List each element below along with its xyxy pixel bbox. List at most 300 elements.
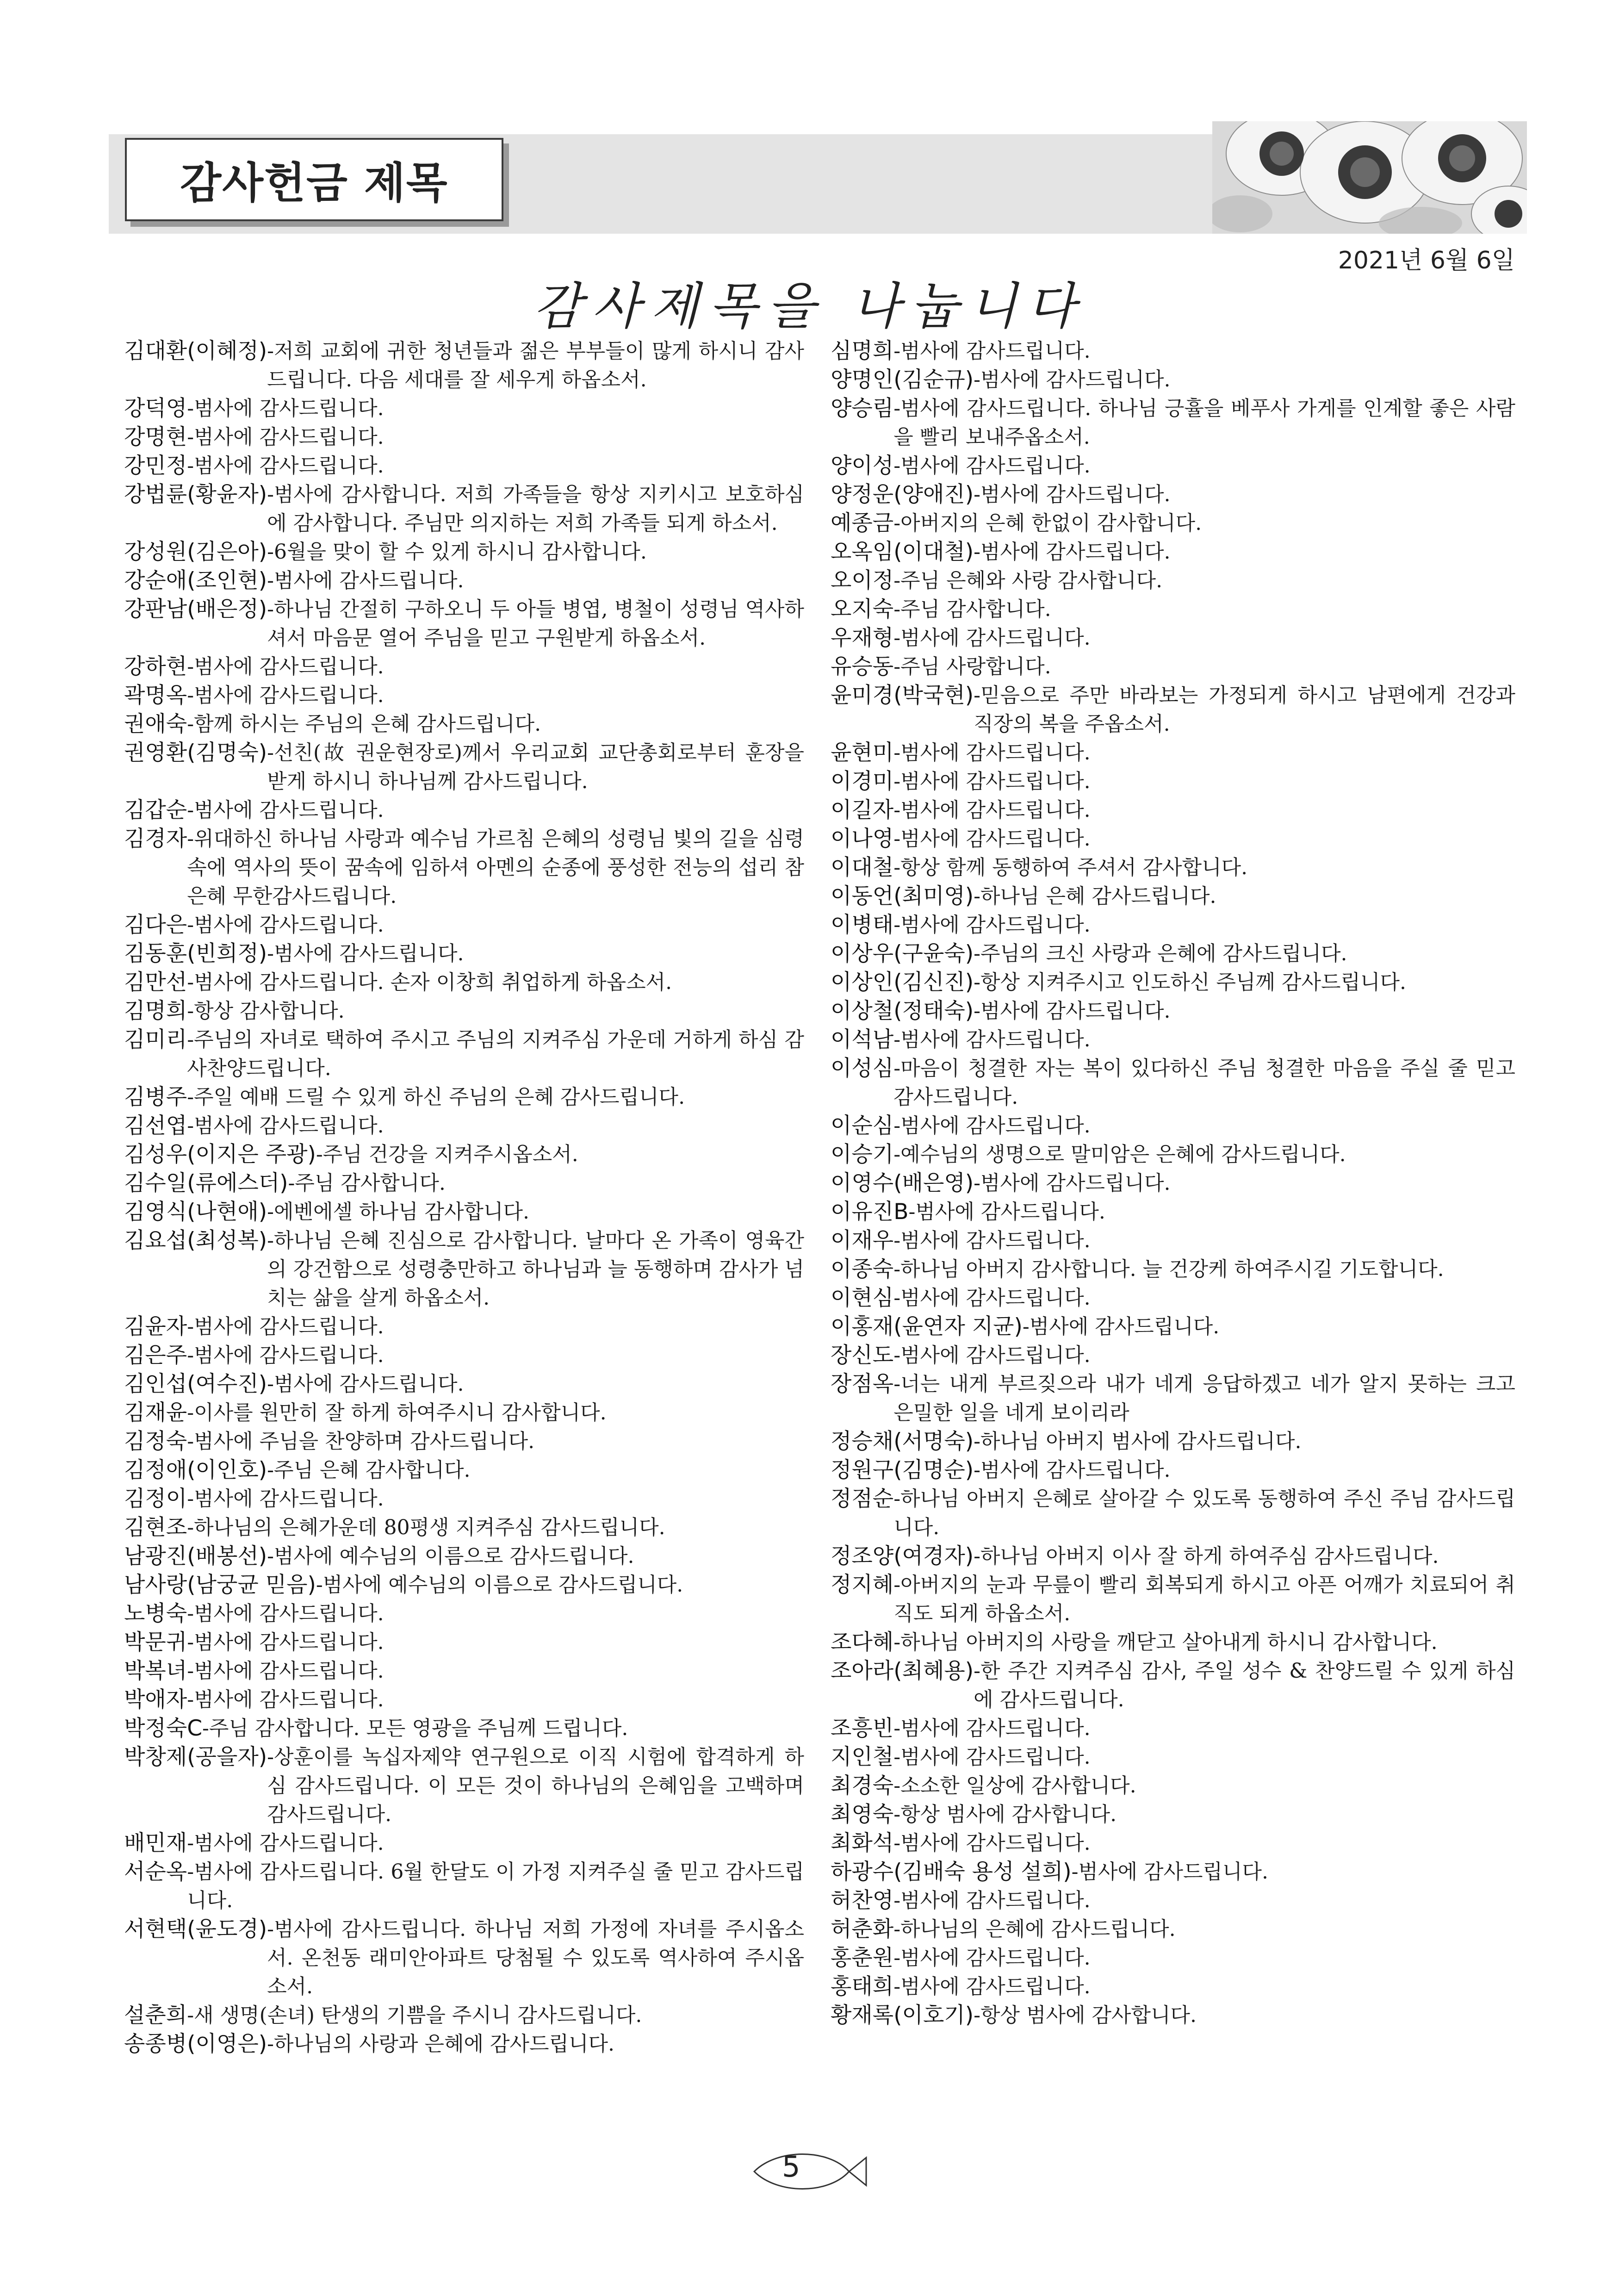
entry-name: 이동언(최미영) xyxy=(831,884,974,909)
prayer-entry xyxy=(124,1169,804,1198)
entry-text: -하나님 아버지 은혜로 살아갈 수 있도록 동행하여 주신 주님 감사드립니다. xyxy=(893,1487,1515,1539)
prayer-entry xyxy=(831,1255,1515,1284)
prayer-entry xyxy=(831,739,1515,767)
prayer-entry xyxy=(124,452,804,480)
entry-name: 최영숙 xyxy=(831,1802,894,1827)
entry-name: 조흥빈 xyxy=(831,1716,894,1741)
prayer-entry xyxy=(124,1858,804,1915)
prayer-entry xyxy=(831,1657,1515,1714)
entry-text: -범사에 감사드립니다. xyxy=(187,454,384,478)
entry-name: 김미리 xyxy=(124,1027,187,1052)
prayer-entry xyxy=(831,566,1515,595)
entry-name: 김정애(이인호) xyxy=(124,1457,267,1483)
prayer-entry xyxy=(124,1915,804,2001)
entry-text: -위대하신 하나님 사랑과 예수님 가르침 은혜의 성령님 빛의 길을 심령속에 역사의 뜻이 꿈속에 임하셔 아멘의 순종에 풍성한 전능의 섭리 참은혜 무한감사드립니다. xyxy=(187,827,804,908)
prayer-entry xyxy=(124,1686,804,1714)
entry-name: 김경자 xyxy=(124,826,187,852)
entry-name: 강성원(김은아) xyxy=(124,539,267,565)
entry-text: -범사에 감사드립니다. xyxy=(267,1372,464,1396)
prayer-entry xyxy=(124,1198,804,1226)
entry-text: -상훈이를 녹십자제약 연구원으로 이직 시험에 합격하게 하심 감사드립니다. 이 모든 것이 하나님의 은혜임을 고백하며 감사드립니다. xyxy=(267,1745,804,1826)
entry-name: 배민재 xyxy=(124,1830,187,1856)
entry-text: -하나님의 은혜가운데 80평생 지켜주심 감사드립니다. xyxy=(187,1516,665,1539)
entry-name: 김재윤 xyxy=(124,1400,187,1425)
prayer-entry xyxy=(124,2030,804,2059)
prayer-entry xyxy=(831,1341,1515,1370)
entry-name: 권영환(김명숙) xyxy=(124,740,267,765)
entry-name: 황재록(이호기) xyxy=(831,2003,974,2028)
entry-text: -범사에 예수님의 이름으로 감사드립니다. xyxy=(316,1573,683,1597)
entry-name: 장점옥 xyxy=(831,1371,894,1397)
prayer-entry xyxy=(831,767,1515,796)
entry-text: -범사에 감사드립니다. xyxy=(893,827,1091,851)
entry-text: -범사에 감사드립니다. xyxy=(187,684,384,707)
prayer-entry xyxy=(124,1341,804,1370)
prayer-entry xyxy=(124,1083,804,1112)
entry-text: -저희 교회에 귀한 청년들과 젊은 부부들이 많게 하시니 감사드립니다. 다음 세대를 잘 세우게 하옵소서. xyxy=(267,339,804,392)
prayer-entry xyxy=(831,1112,1515,1140)
prayer-entry xyxy=(124,968,804,997)
entry-text: -범사에 감사드립니다. xyxy=(893,1717,1091,1740)
entry-text: -범사에 감사드립니다. xyxy=(893,1975,1091,1998)
prayer-entry xyxy=(831,853,1515,882)
prayer-entry xyxy=(831,1542,1515,1571)
entry-text: -주님 은혜 감사합니다. xyxy=(267,1458,471,1482)
entry-text: -범사에 감사드립니다. xyxy=(1022,1315,1220,1338)
prayer-entry xyxy=(831,538,1515,566)
prayer-entry xyxy=(831,997,1515,1026)
entry-name: 정지혜 xyxy=(831,1572,894,1598)
entry-name: 조아라(최혜용) xyxy=(831,1658,974,1684)
entry-name: 홍태희 xyxy=(831,1974,894,1999)
entry-name: 정조양(여경자) xyxy=(831,1543,974,1569)
entry-text: -하나님 간절히 구하오니 두 아들 병엽, 병철이 성령님 역사하셔서 마음문 열어 주님을 믿고 구원받게 하옵소서. xyxy=(267,597,804,650)
prayer-entry xyxy=(124,1026,804,1083)
entry-name: 하광수(김배숙 용성 설희) xyxy=(831,1859,1072,1885)
entry-text: -범사에 감사드립니다. xyxy=(187,655,384,678)
prayer-entry xyxy=(124,940,804,968)
entry-name: 노병숙 xyxy=(124,1601,187,1626)
prayer-entry xyxy=(831,480,1515,509)
prayer-entry xyxy=(831,1772,1515,1800)
entry-name: 우재형 xyxy=(831,625,894,651)
sunflower-image xyxy=(1212,121,1527,234)
entry-text: -범사에 감사드립니다. xyxy=(974,540,1171,564)
prayer-entry xyxy=(831,653,1515,681)
entry-text: -범사에 감사드립니다. xyxy=(1071,1860,1268,1884)
prayer-entry xyxy=(124,337,804,394)
entry-text: -범사에 감사드립니다. xyxy=(187,1487,384,1511)
entry-name: 김윤자 xyxy=(124,1314,187,1339)
prayer-entry xyxy=(831,1858,1515,1886)
entry-text: -주님 은혜와 사랑 감사합니다. xyxy=(893,569,1163,592)
entry-text: -주님의 크신 사랑과 은혜에 감사드립니다. xyxy=(974,942,1347,965)
entry-name: 이유진B xyxy=(831,1199,909,1225)
entry-text: -범사에 감사드립니다. xyxy=(187,1315,384,1338)
prayer-entry xyxy=(124,739,804,796)
entry-text: -하나님 은혜 진심으로 감사합니다. 날마다 온 가족이 영육간의 강건함으로 성령충만하고 하나님과 늘 동행하며 감사가 넘치는 삶을 살게 하옵소서. xyxy=(267,1229,804,1310)
prayer-entry xyxy=(831,452,1515,480)
entry-name: 권애숙 xyxy=(124,711,187,737)
entry-name: 서현택(윤도경) xyxy=(124,1916,267,1942)
entry-name: 김은주 xyxy=(124,1343,187,1368)
entry-text: -범사에 감사드립니다. xyxy=(187,1688,384,1711)
entry-text: -하나님 아버지 감사합니다. 늘 건강케 하여주시길 기도합니다. xyxy=(893,1257,1444,1281)
prayer-entry xyxy=(124,681,804,710)
entry-text: -소소한 일상에 감사합니다. xyxy=(893,1774,1136,1798)
prayer-entry xyxy=(831,337,1515,366)
entry-name: 송종병(이영은) xyxy=(124,2031,267,2057)
prayer-entry xyxy=(124,1542,804,1571)
page-number: 5 xyxy=(782,2150,800,2184)
entry-name: 예종금 xyxy=(831,510,894,536)
prayer-entry xyxy=(124,1829,804,1858)
prayer-entry xyxy=(124,1485,804,1513)
entry-text: -하나님의 사랑과 은혜에 감사드립니다. xyxy=(267,2032,614,2056)
entry-name: 윤현미 xyxy=(831,740,894,765)
entry-name: 김수일(류에스더) xyxy=(124,1170,288,1196)
entry-name: 허춘화 xyxy=(831,1916,894,1942)
entry-text: -범사에 감사드립니다. xyxy=(893,770,1091,793)
entry-text: -범사에 감사드립니다. xyxy=(187,1344,384,1367)
entry-name: 박창제(공을자) xyxy=(124,1744,267,1770)
entry-text: -6월을 맞이 할 수 있게 하시니 감사합니다. xyxy=(267,540,647,564)
entry-name: 김선엽 xyxy=(124,1113,187,1139)
entry-text: -범사에 감사드립니다. xyxy=(187,1630,384,1654)
entry-name: 박정숙C xyxy=(124,1716,203,1741)
entry-name: 이경미 xyxy=(831,769,894,794)
entry-text: -새 생명(손녀) 탄생의 기쁨을 주시니 감사드립니다. xyxy=(187,2004,642,2027)
right-column xyxy=(831,337,1515,2030)
entry-text: -범사에 감사드립니다. xyxy=(187,798,384,822)
entry-text: -범사에 감사드립니다. xyxy=(187,913,384,937)
entry-name: 윤미경(박국현) xyxy=(831,683,974,708)
prayer-entry xyxy=(831,1313,1515,1341)
entry-text: -범사에 감사드립니다. xyxy=(893,1114,1091,1138)
prayer-entry xyxy=(124,595,804,653)
section-title-box xyxy=(125,138,503,221)
entry-name: 이나영 xyxy=(831,826,894,852)
entry-text: -범사에 감사합니다. 저희 가족들을 항상 지키시고 보호하심에 감사합니다. 주님만 의지하는 저희 가족들 되게 하소서. xyxy=(267,483,804,535)
entry-text: -범사에 감사드립니다. xyxy=(974,1171,1171,1195)
entry-name: 오지숙 xyxy=(831,597,894,622)
entry-name: 정승채(서명숙) xyxy=(831,1429,974,1454)
entry-name: 정점순 xyxy=(831,1486,894,1512)
entry-name: 양승림 xyxy=(831,396,894,421)
entry-name: 이대철 xyxy=(831,855,894,880)
entry-text: -범사에 감사드립니다. xyxy=(187,425,384,449)
entry-text: -범사에 감사드립니다. 손자 이창희 취업하게 하옵소서. xyxy=(187,971,672,994)
entry-text: -범사에 감사드립니다. xyxy=(974,483,1171,506)
prayer-entry xyxy=(124,1399,804,1427)
entry-name: 이상우(구윤숙) xyxy=(831,941,974,966)
entry-name: 이석남 xyxy=(831,1027,894,1052)
left-column xyxy=(124,337,804,2059)
prayer-entry xyxy=(831,1427,1515,1456)
entry-text: -범사에 감사드립니다. xyxy=(187,1831,384,1855)
entry-text: -항상 범사에 감사합니다. xyxy=(974,2004,1197,2027)
entry-text: -범사에 감사드립니다. 6월 한달도 이 가정 지켜주실 줄 믿고 감사드립니다. xyxy=(187,1860,804,1912)
prayer-entry xyxy=(831,1370,1515,1427)
prayer-entry xyxy=(831,1886,1515,1915)
prayer-entry xyxy=(831,1485,1515,1542)
prayer-entry xyxy=(124,1226,804,1313)
prayer-entry xyxy=(831,911,1515,940)
entry-text: -범사에 감사드립니다. xyxy=(267,569,464,592)
section-title: 감사헌금 제목 xyxy=(180,158,448,208)
entry-name: 이병태 xyxy=(831,912,894,938)
entry-name: 이상인(김신진) xyxy=(831,970,974,995)
entry-name: 최화석 xyxy=(831,1830,894,1856)
entry-text: -한 주간 지켜주심 감사, 주일 성수 & 찬양드릴 수 있게 하심에 감사드립니다. xyxy=(974,1659,1516,1711)
entry-name: 허찬영 xyxy=(831,1888,894,1913)
entry-text: -범사에 감사드립니다. xyxy=(187,1602,384,1625)
entry-name: 이순심 xyxy=(831,1113,894,1139)
prayer-entry xyxy=(831,1972,1515,2001)
entry-text: -범사에 감사드립니다. xyxy=(267,942,464,965)
prayer-entry xyxy=(831,825,1515,853)
entry-text: -주님 건강을 지켜주시옵소서. xyxy=(316,1143,578,1166)
entry-name: 이종숙 xyxy=(831,1257,894,1282)
prayer-entry xyxy=(831,1456,1515,1485)
entry-name: 오옥임(이대철) xyxy=(831,539,974,565)
entry-text: -범사에 감사드립니다. xyxy=(908,1200,1105,1224)
prayer-entry xyxy=(831,1198,1515,1226)
entry-text: -범사에 감사드립니다. xyxy=(893,913,1091,937)
prayer-entry xyxy=(124,394,804,423)
prayer-entry xyxy=(831,624,1515,653)
entry-text: -범사에 감사드립니다. 하나님 긍휼을 베푸사 가게를 인계할 좋은 사람을 빨리 보내주옵소서. xyxy=(893,397,1515,449)
entry-name: 유승동 xyxy=(831,654,894,679)
entry-name: 박애자 xyxy=(124,1687,187,1712)
prayer-entry xyxy=(831,968,1515,997)
entry-name: 남사랑(남궁균 믿음) xyxy=(124,1572,316,1598)
entry-name: 이현심 xyxy=(831,1285,894,1311)
entry-name: 장신도 xyxy=(831,1343,894,1368)
entry-text: -범사에 주님을 찬양하며 감사드립니다. xyxy=(187,1430,535,1453)
prayer-entry xyxy=(124,566,804,595)
entry-text: -범사에 감사드립니다. xyxy=(893,1028,1091,1052)
entry-text: -하나님의 은혜에 감사드립니다. xyxy=(893,1917,1176,1941)
prayer-entry xyxy=(124,480,804,538)
entry-text: -범사에 감사드립니다. xyxy=(893,1344,1091,1367)
entry-name: 김성우(이지은 주광) xyxy=(124,1142,316,1167)
prayer-entry xyxy=(831,1140,1515,1169)
entry-text: -항상 함께 동행하여 주셔서 감사합니다. xyxy=(893,856,1248,879)
prayer-entry xyxy=(124,1456,804,1485)
bulletin-date: 2021년 6월 6일 xyxy=(1338,247,1515,274)
entry-name: 남광진(배봉선) xyxy=(124,1543,267,1569)
prayer-entry xyxy=(831,1743,1515,1772)
prayer-entry xyxy=(831,940,1515,968)
prayer-entry xyxy=(124,1571,804,1599)
entry-text: -하나님 아버지 이사 잘 하게 하여주심 감사드립니다. xyxy=(974,1544,1439,1568)
prayer-entry xyxy=(124,710,804,739)
prayer-entry xyxy=(124,1313,804,1341)
prayer-entry xyxy=(124,653,804,681)
entry-text: -범사에 감사드립니다. xyxy=(893,626,1091,650)
entry-text: -범사에 감사드립니다. xyxy=(893,1229,1091,1252)
entry-name: 서순옥 xyxy=(124,1859,187,1885)
prayer-entry xyxy=(124,1657,804,1686)
entry-text: -아버지의 은혜 한없이 감사합니다. xyxy=(893,511,1202,535)
entry-name: 김인섭(여수진) xyxy=(124,1371,267,1397)
entry-name: 이성심 xyxy=(831,1056,894,1081)
entry-text: -하나님 아버지의 사랑을 깨닫고 살아내게 하시니 감사합니다. xyxy=(893,1630,1438,1654)
entry-name: 곽명옥 xyxy=(124,683,187,708)
entry-name: 김병주 xyxy=(124,1084,187,1110)
entry-name: 이상철(정태숙) xyxy=(831,998,974,1024)
entry-name: 양이성 xyxy=(831,453,894,479)
prayer-entry xyxy=(831,796,1515,825)
entry-name: 이영수(배은영) xyxy=(831,1170,974,1196)
entry-name: 지인철 xyxy=(831,1744,894,1770)
entry-name: 조다혜 xyxy=(831,1630,894,1655)
entry-name: 정원구(김명순) xyxy=(831,1457,974,1483)
entry-name: 강민정 xyxy=(124,453,187,479)
entry-text: -항상 감사합니다. xyxy=(187,999,345,1023)
prayer-entry xyxy=(124,796,804,825)
entry-text: -너는 내게 부르짖으라 내가 네게 응답하겠고 네가 알지 못하는 크고 은밀한 일을 네게 보이리라 xyxy=(893,1372,1515,1425)
prayer-entry xyxy=(831,1714,1515,1743)
prayer-entry xyxy=(124,1628,804,1657)
prayer-entry xyxy=(124,1140,804,1169)
entry-text: -함께 하시는 주님의 은혜 감사드립니다. xyxy=(187,712,541,736)
entry-text: -범사에 감사드립니다. xyxy=(893,741,1091,765)
prayer-entry xyxy=(124,1427,804,1456)
entry-text: -주님 감사합니다. 모든 영광을 주님께 드립니다. xyxy=(202,1717,628,1740)
entry-text: -이사를 원만히 잘 하게 하여주시니 감사합니다. xyxy=(187,1401,607,1425)
prayer-entry xyxy=(124,1714,804,1743)
entry-name: 박복녀 xyxy=(124,1658,187,1684)
prayer-entry xyxy=(831,1628,1515,1657)
prayer-entry xyxy=(831,1944,1515,1972)
prayer-entry xyxy=(124,997,804,1026)
prayer-entry xyxy=(831,1800,1515,1829)
entry-name: 강명현 xyxy=(124,424,187,450)
prayer-entry xyxy=(831,681,1515,739)
entry-text: -범사에 감사드립니다. xyxy=(974,999,1171,1023)
prayer-entry xyxy=(831,1571,1515,1628)
entry-text: -범사에 감사드립니다. xyxy=(187,1659,384,1683)
entry-name: 최경숙 xyxy=(831,1773,894,1798)
entry-name: 이재우 xyxy=(831,1228,894,1253)
entry-text: -하나님 은혜 감사드립니다. xyxy=(974,884,1216,908)
entry-text: -범사에 감사드립니다. xyxy=(893,1889,1091,1912)
prayer-entry xyxy=(831,1026,1515,1054)
prayer-entry xyxy=(124,2001,804,2030)
prayer-entry xyxy=(124,825,804,911)
entry-name: 심명희 xyxy=(831,338,894,364)
entry-text: -주님 감사합니다. xyxy=(288,1171,446,1195)
entry-text: -범사에 감사드립니다. 하나님 저희 가정에 자녀를 주시옵소서. 온천동 래미안아파트 당첨될 수 있도록 역사하여 주시옵소서. xyxy=(267,1917,804,1998)
entry-text: -주님의 자녀로 택하여 주시고 주님의 지켜주심 가운데 거하게 하심 감사찬양드립니다. xyxy=(187,1028,804,1080)
entry-name: 양명인(김순규) xyxy=(831,367,974,392)
entry-name: 김명희 xyxy=(124,998,187,1024)
prayer-entry xyxy=(831,595,1515,624)
entry-text: -범사에 감사드립니다. xyxy=(893,798,1091,822)
entry-text: -주님 사랑합니다. xyxy=(893,655,1051,678)
entry-name: 설춘희 xyxy=(124,2003,187,2028)
prayer-entry xyxy=(124,1370,804,1399)
prayer-entry xyxy=(831,1226,1515,1255)
entry-text: -범사에 예수님의 이름으로 감사드립니다. xyxy=(267,1544,634,1568)
entry-text: -범사에 감사드립니다. xyxy=(187,1114,384,1138)
entry-name: 김동훈(빈희정) xyxy=(124,941,267,966)
prayer-entry xyxy=(124,1599,804,1628)
entry-name: 김정숙 xyxy=(124,1429,187,1454)
entry-text: -범사에 감사드립니다. xyxy=(893,1286,1091,1310)
entry-name: 김영식(나현애) xyxy=(124,1199,267,1225)
prayer-entry xyxy=(831,1284,1515,1313)
prayer-entry xyxy=(124,423,804,452)
entry-name: 김다은 xyxy=(124,912,187,938)
entry-name: 김요섭(최성복) xyxy=(124,1228,267,1253)
entry-text: -항상 범사에 감사합니다. xyxy=(893,1803,1117,1826)
entry-name: 이승기 xyxy=(831,1142,894,1167)
entry-name: 이홍재(윤연자 지균) xyxy=(831,1314,1023,1339)
entry-name: 강하현 xyxy=(124,654,187,679)
prayer-entry xyxy=(124,538,804,566)
entry-text: -예수님의 생명으로 말미암은 은혜에 감사드립니다. xyxy=(893,1143,1346,1166)
entry-text: -마음이 청결한 자는 복이 있다하신 주님 청결한 마음을 주실 줄 믿고 감사드립니다. xyxy=(893,1057,1515,1109)
prayer-entry xyxy=(831,366,1515,394)
prayer-entry xyxy=(831,1054,1515,1112)
prayer-entry xyxy=(831,882,1515,911)
entry-text: -항상 지켜주시고 인도하신 주님께 감사드립니다. xyxy=(974,971,1406,994)
entry-name: 강덕영 xyxy=(124,396,187,421)
prayer-entry xyxy=(831,1915,1515,1944)
prayer-entry xyxy=(124,1513,804,1542)
entry-text: -범사에 감사드립니다. xyxy=(893,1946,1091,1970)
entry-text: -선친(故 권운현장로)께서 우리교회 교단총회로부터 훈장을 받게 하시니 하나님께 감사드립니다. xyxy=(267,741,804,793)
prayer-entry xyxy=(124,911,804,940)
entry-name: 김대환(이혜정) xyxy=(124,338,267,364)
page-subtitle: 감사제목을 나눕니다 xyxy=(533,278,1086,336)
prayer-entry xyxy=(831,394,1515,452)
entry-name: 김갑순 xyxy=(124,797,187,823)
entry-text: -범사에 감사드립니다. xyxy=(893,339,1091,363)
prayer-entry xyxy=(124,1112,804,1140)
entry-name: 강순애(조인현) xyxy=(124,568,267,593)
prayer-entry xyxy=(831,509,1515,538)
entry-text: -범사에 감사드립니다. xyxy=(187,397,384,420)
entry-name: 강법륜(황윤자) xyxy=(124,482,267,507)
fish-icon xyxy=(750,2147,870,2196)
entry-text: -범사에 감사드립니다. xyxy=(974,1458,1171,1482)
entry-text: -범사에 감사드립니다. xyxy=(893,1831,1091,1855)
entry-name: 홍춘원 xyxy=(831,1945,894,1971)
entry-name: 김현조 xyxy=(124,1515,187,1540)
prayer-entry xyxy=(831,1169,1515,1198)
entry-name: 양정운(양애진) xyxy=(831,482,974,507)
entry-name: 김만선 xyxy=(124,970,187,995)
prayer-entry xyxy=(831,2001,1515,2030)
entry-text: -범사에 감사드립니다. xyxy=(893,1745,1091,1769)
prayer-entry xyxy=(124,1743,804,1829)
entry-text: -에벤에셀 하나님 감사합니다. xyxy=(267,1200,529,1224)
entry-text: -범사에 감사드립니다. xyxy=(893,454,1091,478)
entry-text: -아버지의 눈과 무릎이 빨리 회복되게 하시고 아픈 어깨가 치료되어 취직도 되게 하옵소서. xyxy=(893,1573,1515,1625)
entry-name: 오이정 xyxy=(831,568,894,593)
entry-text: -하나님 아버지 범사에 감사드립니다. xyxy=(974,1430,1302,1453)
entry-name: 김정이 xyxy=(124,1486,187,1512)
entry-text: -범사에 감사드립니다. xyxy=(974,368,1171,392)
prayer-entry xyxy=(831,1829,1515,1858)
entry-text: -주님 감사합니다. xyxy=(893,597,1051,621)
entry-text: -믿음으로 주만 바라보는 가정되게 하시고 남편에게 건강과 직장의 복을 주옵소서. xyxy=(974,684,1515,736)
entry-name: 이길자 xyxy=(831,797,894,823)
